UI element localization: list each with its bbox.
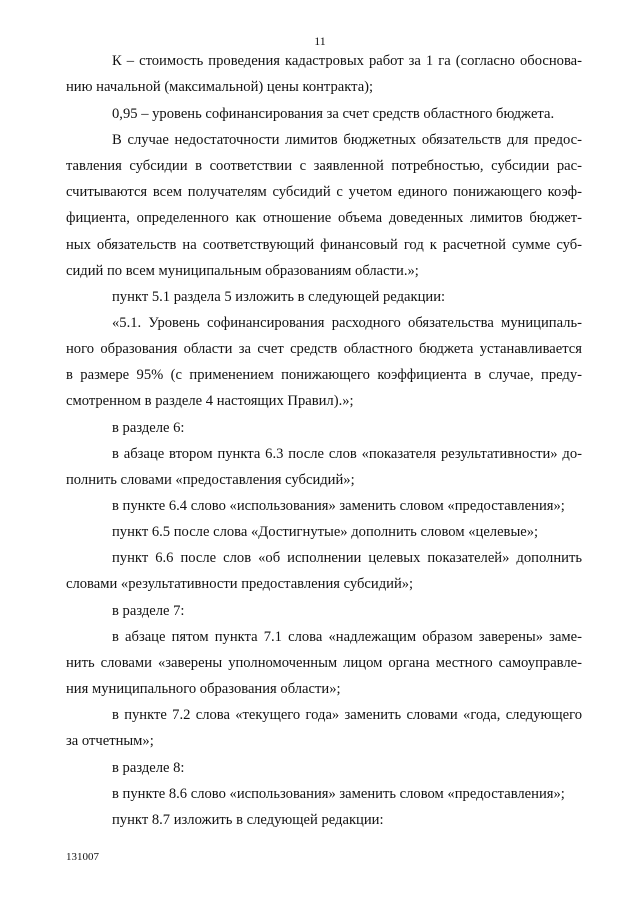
- text-line: пункт 8.7 изложить в следующей редакции:: [112, 812, 384, 828]
- page-number: 11: [314, 34, 326, 48]
- text-line: ния муниципального образования области»;: [66, 681, 341, 697]
- text-line: сидий по всем муниципальным образованиям области.»;: [66, 263, 419, 279]
- text-line: в пункте 8.6 слово «использования» заменить словом «предоставления»;: [112, 786, 565, 802]
- text-line: в размере 95% (с применением понижающего коэффициента в случае, преду-: [66, 367, 582, 383]
- text-line: в пункте 7.2 слова «текущего года» заменить словами «года, следующего: [112, 707, 582, 723]
- text-line: 0,95 – уровень софинансирования за счет средств областного бюджета.: [112, 106, 555, 122]
- text-line: за отчетным»;: [66, 733, 154, 749]
- text-line: В случае недостаточности лимитов бюджетных обязательств для предос-: [112, 132, 582, 148]
- document-code: 131007: [66, 851, 99, 863]
- text-line: фициента, определенного как отношение объема доведенных лимитов бюджет-: [66, 210, 582, 226]
- text-line: «5.1. Уровень софинансирования расходного обязательства муниципаль-: [112, 315, 582, 331]
- text-line: в разделе 8:: [112, 760, 185, 776]
- text-line: нию начальной (максимальной) цены контракта);: [66, 79, 374, 95]
- text-line: в разделе 7:: [112, 603, 185, 619]
- text-line: смотренном в разделе 4 настоящих Правил).»;: [66, 393, 354, 409]
- text-line: полнить словами «предоставления субсидий»;: [66, 472, 355, 488]
- text-line: словами «результативности предоставления субсидий»;: [66, 576, 414, 592]
- text-line: пункт 6.5 после слова «Достигнутые» дополнить словом «целевые»;: [112, 524, 539, 540]
- text-line: считываются всем получателям субсидий с учетом единого понижающего коэф-: [66, 184, 582, 200]
- text-line: нить словами «заверены уполномоченным лицом органа местного самоуправле-: [66, 655, 582, 671]
- text-line: ного образования области за счет средств областного бюджета устанавливается: [66, 341, 582, 357]
- text-line: К – стоимость проведения кадастровых работ за 1 га (согласно обоснова-: [112, 53, 582, 69]
- text-line: в абзаце пятом пункта 7.1 слова «надлежащим образом заверены» заме-: [112, 629, 582, 645]
- text-line: в пункте 6.4 слово «использования» заменить словом «предоставления»;: [112, 498, 565, 514]
- text-line: пункт 5.1 раздела 5 изложить в следующей редакции:: [112, 289, 446, 305]
- text-line: ных обязательств на соответствующий финансовый год к расчетной сумме суб-: [66, 237, 582, 253]
- text-line: пункт 6.6 после слов «об исполнении целевых показателей» дополнить: [112, 550, 582, 566]
- text-line: в абзаце втором пункта 6.3 после слов «показателя результативности» до-: [112, 446, 582, 462]
- text-line: в разделе 6:: [112, 420, 185, 436]
- text-line: тавления субсидии в соответствии с заявленной потребностью, субсидии рас-: [66, 158, 582, 174]
